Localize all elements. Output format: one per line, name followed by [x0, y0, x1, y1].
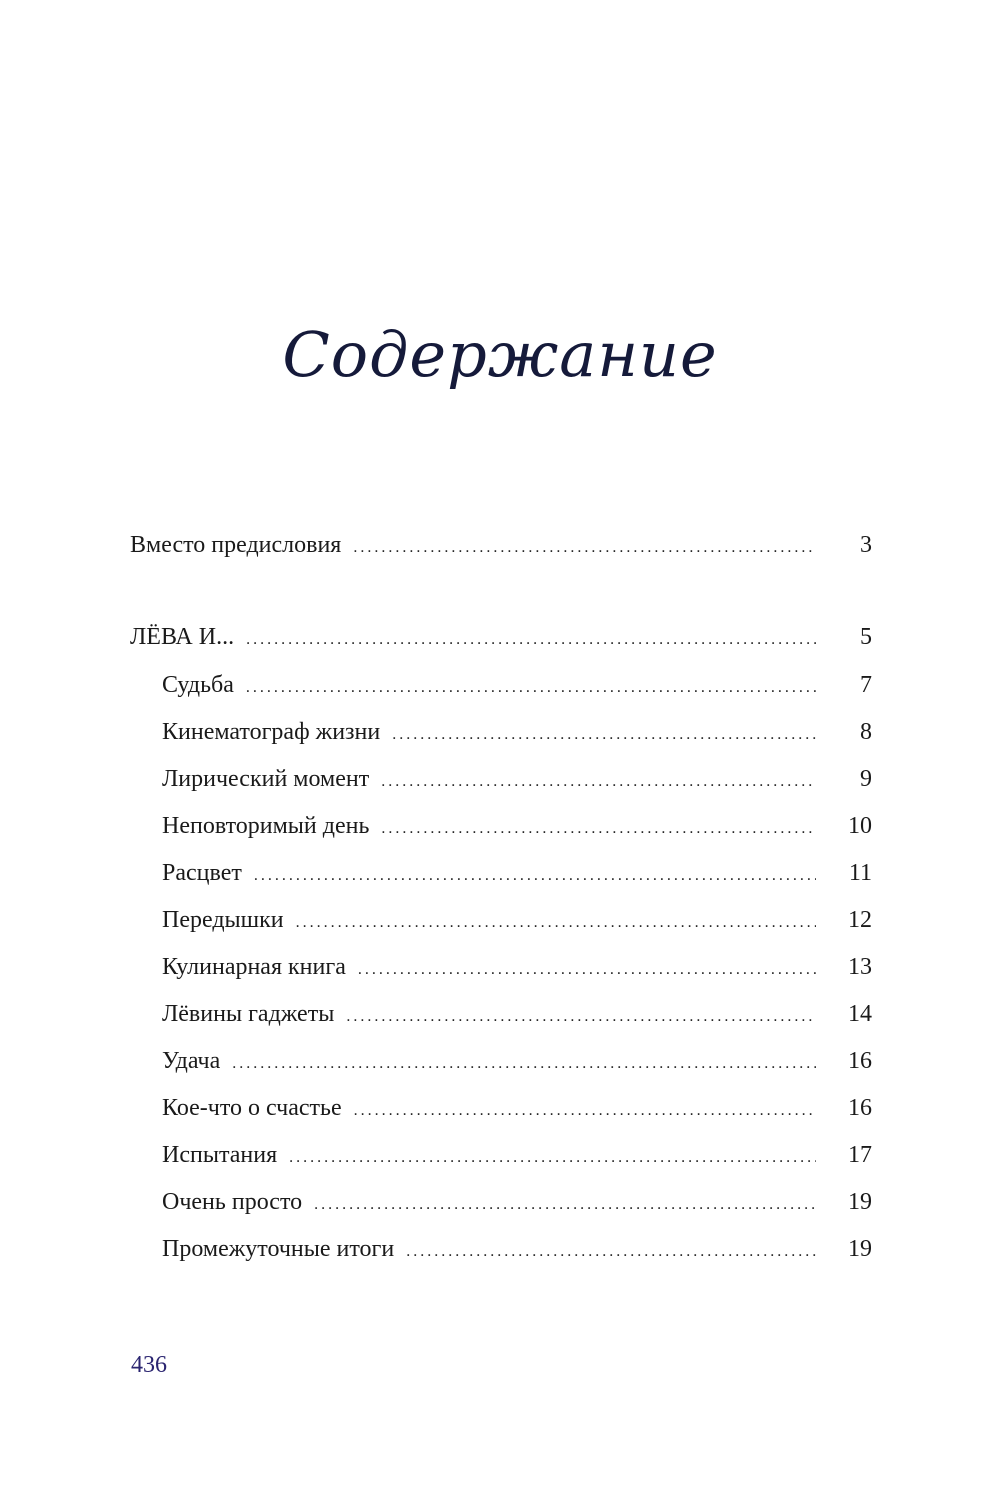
toc-entry-page: 8 — [860, 719, 872, 745]
dot-leader — [392, 719, 816, 746]
dot-leader — [354, 1095, 816, 1122]
dot-leader — [289, 1142, 816, 1169]
toc-entry[interactable] — [130, 532, 872, 568]
toc-entry[interactable] — [162, 672, 872, 708]
dot-leader — [381, 766, 816, 793]
toc-entry-page: 16 — [848, 1048, 872, 1074]
toc-entry-page: 19 — [848, 1189, 872, 1215]
dot-leader — [381, 813, 816, 840]
toc-entry-label: Судьба — [162, 672, 234, 698]
toc-entry-label: ЛЁВА И... — [130, 624, 235, 650]
toc-entry-label: Вместо предисловия — [130, 532, 342, 558]
page-title: Содержание — [282, 318, 718, 391]
toc-entry-label: Лирический момент — [162, 766, 370, 792]
toc-entry[interactable] — [162, 907, 872, 943]
dot-leader — [296, 907, 816, 934]
toc-entry-page: 12 — [848, 907, 872, 933]
toc-entry-page: 17 — [848, 1142, 872, 1168]
toc-entry-page: 16 — [848, 1095, 872, 1121]
toc-entry[interactable] — [162, 954, 872, 990]
dot-leader — [246, 624, 816, 651]
toc-entry-label: Очень просто — [162, 1189, 303, 1215]
toc-entry-label: Неповторимый день — [162, 813, 370, 839]
toc-entry[interactable] — [162, 766, 872, 802]
toc-entry-label: Расцвет — [162, 860, 242, 886]
toc-entry[interactable] — [162, 860, 872, 896]
toc-entry-label: Кулинарная книга — [162, 954, 346, 980]
dot-leader — [246, 672, 816, 699]
toc-entry-label: Передышки — [162, 907, 284, 933]
toc-entry[interactable] — [162, 1142, 872, 1178]
toc-entry[interactable] — [162, 1189, 872, 1225]
dot-leader — [346, 1001, 816, 1028]
toc-entry-label: Кинематограф жизни — [162, 719, 381, 745]
toc-entry-page: 10 — [848, 813, 872, 839]
dot-leader — [314, 1189, 816, 1216]
toc-entry-label: Промежуточные итоги — [162, 1236, 395, 1262]
toc-entry-label: Удача — [162, 1048, 221, 1074]
toc-entry-label: Лёвины гаджеты — [162, 1001, 335, 1027]
toc-entry[interactable] — [162, 1048, 872, 1084]
toc-entry-page: 13 — [848, 954, 872, 980]
toc-entry-page: 7 — [860, 672, 872, 698]
toc-entry[interactable] — [162, 719, 872, 755]
toc-entry-page: 19 — [848, 1236, 872, 1262]
page-number: 436 — [131, 1352, 167, 1378]
dot-leader — [358, 954, 816, 981]
toc-entry-page: 3 — [860, 532, 872, 558]
toc-entry[interactable] — [162, 1236, 872, 1272]
dot-leader — [254, 860, 816, 887]
toc-entry-page: 5 — [860, 624, 872, 650]
toc-entry-page: 14 — [848, 1001, 872, 1027]
toc-entry-page: 9 — [860, 766, 872, 792]
dot-leader — [232, 1048, 816, 1075]
toc-entry[interactable] — [162, 813, 872, 849]
toc-entry-label: Испытания — [162, 1142, 278, 1168]
toc-entry-page: 11 — [848, 860, 872, 886]
toc-entry[interactable] — [162, 1095, 872, 1131]
toc-entry[interactable] — [162, 1001, 872, 1037]
toc-entry-label: Кое-что о счастье — [162, 1095, 342, 1121]
dot-leader — [353, 532, 816, 559]
toc-entry[interactable] — [130, 624, 872, 660]
dot-leader — [406, 1236, 816, 1263]
